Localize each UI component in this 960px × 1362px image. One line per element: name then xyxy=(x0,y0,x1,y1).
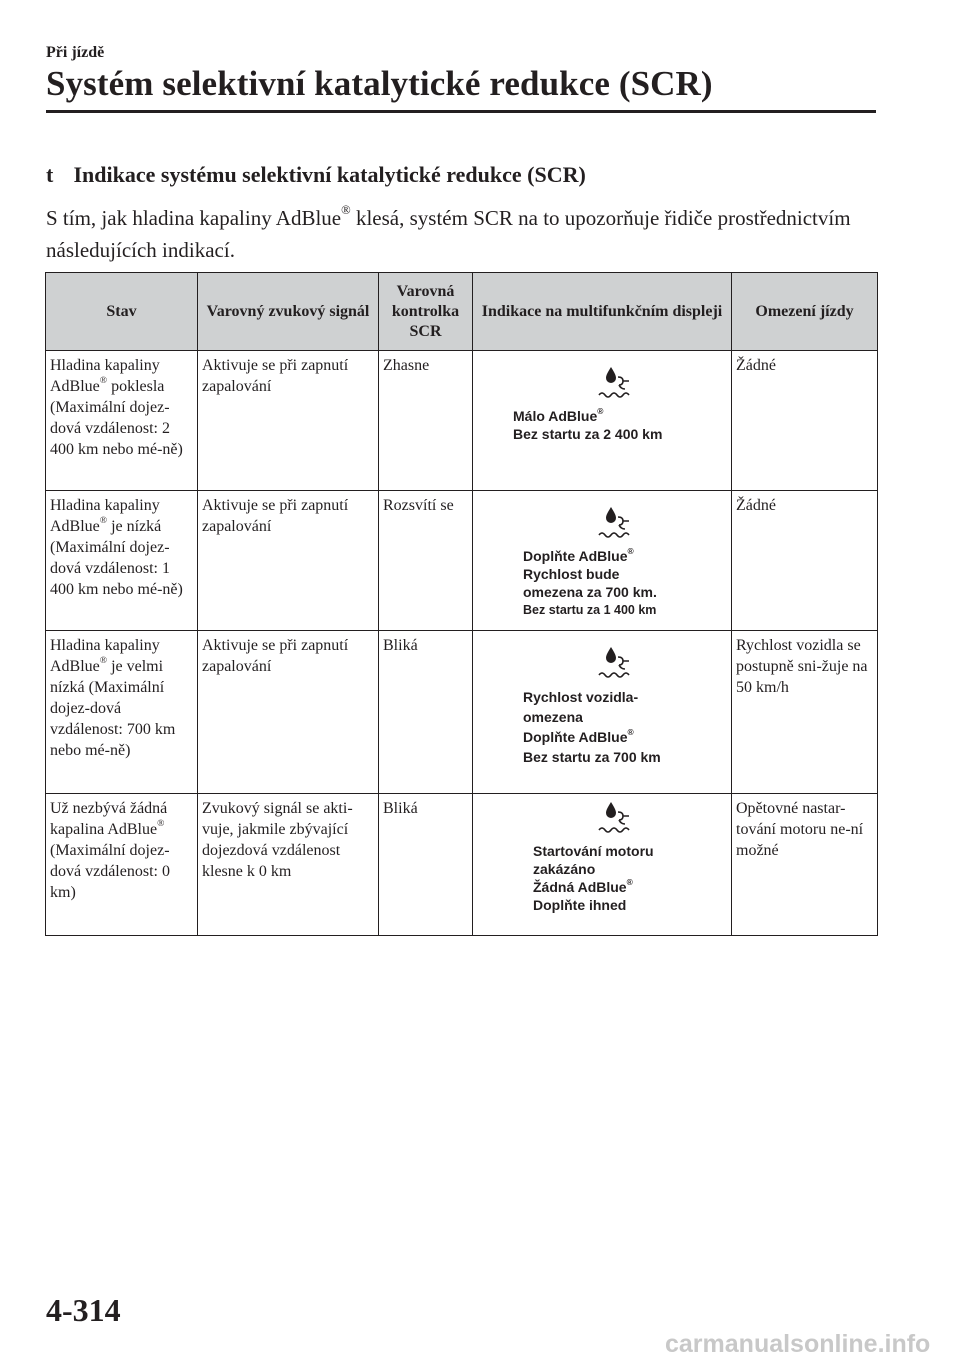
adblue-warning-icon xyxy=(473,643,731,683)
restriction-cell: Žádné xyxy=(732,351,878,491)
display-message xyxy=(533,842,731,914)
registered-mark: ® xyxy=(627,726,634,737)
display-cell xyxy=(473,351,732,491)
sound-cell: Zvukový signál se akti-vuje, jakmile zbývající dojezdová vzdálenost klesne k 0 km xyxy=(198,794,379,936)
display-cell xyxy=(473,631,732,794)
table-row xyxy=(46,794,878,936)
message-line: Doplňte AdBlue xyxy=(523,729,628,745)
state-cell xyxy=(46,631,198,794)
message-line: Málo AdBlue xyxy=(513,408,598,424)
state-cell xyxy=(46,351,198,491)
message-line: zakázáno xyxy=(533,861,596,877)
sound-cell: Aktivuje se při zapnutí zapalování xyxy=(198,491,379,631)
state-text-cont: (Maximální dojez-dová vzdálenost: 0 km) xyxy=(50,842,170,901)
registered-mark: ® xyxy=(341,203,351,218)
scr-indication-table xyxy=(45,272,878,936)
message-line: Žádná AdBlue xyxy=(533,879,627,895)
state-cell xyxy=(46,794,198,936)
adblue-warning-icon xyxy=(473,503,731,543)
state-text-cont: je nízká (Maximální dojez-dová vzdálenost: 1 400 km nebo mé-ně) xyxy=(50,518,183,598)
display-message xyxy=(523,547,731,619)
lamp-cell: Rozsvítí se xyxy=(379,491,473,631)
registered-mark: ® xyxy=(99,654,108,666)
registered-mark: ® xyxy=(597,405,604,416)
sound-cell: Aktivuje se při zapnutí zapalování xyxy=(198,351,379,491)
state-cell xyxy=(46,491,198,631)
message-line: omezena xyxy=(523,709,583,725)
display-cell xyxy=(473,491,732,631)
heading-marker: t xyxy=(46,162,54,187)
intro-paragraph xyxy=(46,202,866,266)
message-line: Bez startu za 2 400 km xyxy=(513,426,663,442)
message-line: Doplňte AdBlue xyxy=(523,548,628,564)
header-display: Indikace na multifunkčním displeji xyxy=(473,273,732,351)
table-row xyxy=(46,631,878,794)
table-header-row xyxy=(46,273,878,351)
registered-mark: ® xyxy=(626,876,633,887)
title-rule xyxy=(46,110,876,113)
restriction-cell: Opětovné nastar-tování motoru ne-ní možné xyxy=(732,794,878,936)
registered-mark: ® xyxy=(99,374,108,386)
header-sound: Varovný zvukový signál xyxy=(198,273,379,351)
section-label: Při jízdě xyxy=(46,44,105,61)
display-cell xyxy=(473,794,732,936)
state-text: Hladina kapaliny AdBlue xyxy=(50,357,160,395)
intro-text-2: klesá, systém SCR na to upozorňuje řidiče prostřednictvím následujících indikací. xyxy=(46,206,851,262)
page-title: Systém selektivní katalytické redukce (SCR) xyxy=(46,64,713,103)
intro-text-1: S tím, jak hladina kapaliny AdBlue xyxy=(46,206,342,230)
adblue-warning-icon xyxy=(473,798,731,838)
adblue-warning-icon xyxy=(473,363,731,403)
registered-mark: ® xyxy=(99,514,108,526)
state-text: Hladina kapaliny AdBlue xyxy=(50,497,160,535)
table-row xyxy=(46,351,878,491)
lamp-cell: Bliká xyxy=(379,631,473,794)
header-lamp: Varovná kontrolka SCR xyxy=(379,273,473,351)
message-line: Bez startu za 700 km xyxy=(523,749,661,765)
sound-cell: Aktivuje se při zapnutí zapalování xyxy=(198,631,379,794)
display-message xyxy=(523,687,731,767)
page-number: 4-314 xyxy=(46,1292,121,1328)
message-line: Startování motoru xyxy=(533,843,654,859)
message-line: omezena za 700 km. xyxy=(523,584,657,600)
registered-mark: ® xyxy=(157,817,165,829)
restriction-cell: Rychlost vozidla se postupně sni-žuje na 50 km/h xyxy=(732,631,878,794)
message-line: Rychlost bude xyxy=(523,566,620,582)
state-text-cont: je velmi nízká (Maximální dojez-dová vzdálenost: 700 km nebo mé-ně) xyxy=(50,658,176,759)
state-text: Už nezbývá žádná kapalina AdBlue xyxy=(50,800,168,838)
lamp-cell: Bliká xyxy=(379,794,473,936)
state-text-cont: poklesla (Maximální dojez-dová vzdálenost: 2 400 km nebo mé-ně) xyxy=(50,378,183,458)
table-row xyxy=(46,491,878,631)
sub-heading-text: Indikace systému selektivní katalytické redukce (SCR) xyxy=(73,162,586,187)
registered-mark: ® xyxy=(627,545,634,556)
display-message xyxy=(513,407,731,443)
restriction-cell: Žádné xyxy=(732,491,878,631)
state-text: Hladina kapaliny AdBlue xyxy=(50,637,160,675)
message-line: Rychlost vozidla- xyxy=(523,689,639,705)
lamp-cell: Zhasne xyxy=(379,351,473,491)
sub-heading xyxy=(46,162,586,188)
message-line: Bez startu za 1 400 km xyxy=(523,603,657,617)
watermark: carmanualsonline.info xyxy=(665,1330,931,1358)
header-restriction: Omezení jízdy xyxy=(732,273,878,351)
message-line: Doplňte ihned xyxy=(533,897,627,913)
header-state: Stav xyxy=(46,273,198,351)
